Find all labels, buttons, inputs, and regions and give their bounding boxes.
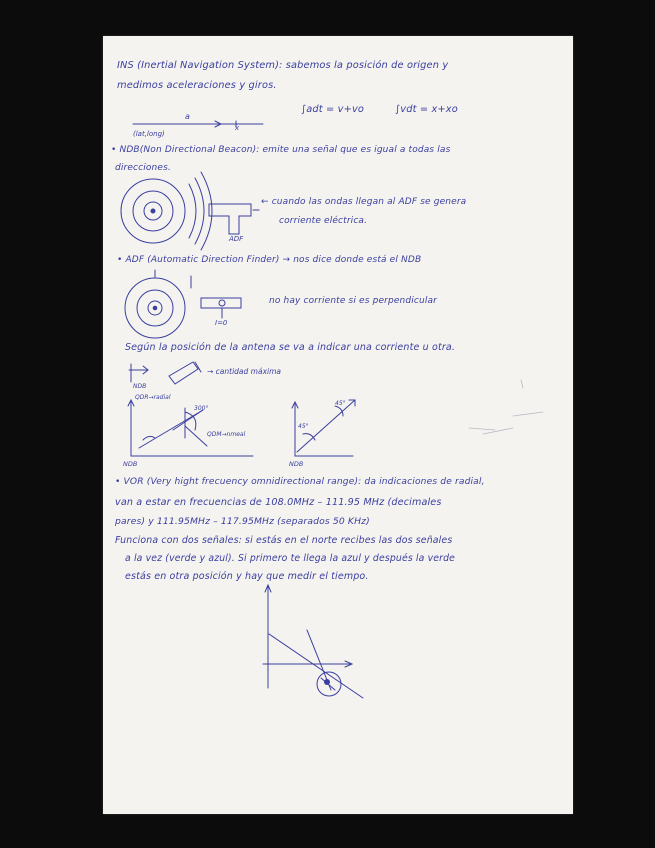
vor-line-1: • VOR (Very hight frecuency omnidirectional range): da indicaciones de radial, (115, 477, 485, 487)
ndb-waves-sketch (121, 172, 212, 250)
ins-line-2: medimos aceleraciones y giros. (117, 80, 277, 91)
label-adf: ADF (229, 235, 244, 243)
label-ndb-bottom-1: NDB (123, 460, 138, 468)
adf-antenna-sketch (209, 204, 259, 234)
vor-line-4: Funciona con dos señales: si estás en el norte recibes las dos señales (115, 535, 453, 546)
label-ndb-bottom-2: NDB (289, 460, 304, 468)
hand-drawn-sketches (103, 36, 573, 814)
vor-line-6: estás en otra posición y hay que medir el tiempo. (125, 571, 369, 582)
adf-line: • ADF (Automatic Direction Finder) → nos dice donde está el NDB (117, 255, 422, 265)
vor-axes-diagram (263, 585, 363, 698)
ins-line-1: INS (Inertial Navigation System): sabemos la posición de origen y (117, 60, 449, 71)
adf-circles-sketch (125, 270, 241, 338)
notebook-page (103, 36, 573, 814)
label-lat-long: (lat,long) (133, 130, 165, 138)
label-ndb-small: NDB (133, 383, 147, 390)
label-a: a (185, 112, 190, 121)
angle-45-diagram (292, 400, 355, 456)
angle-45-a: 45° (335, 400, 346, 407)
qdm-label: QDM→nmeal (207, 431, 246, 438)
ndb-line-2: direcciones. (115, 163, 171, 173)
antenna-max-current-sketch (129, 362, 201, 384)
label-x: x (235, 124, 240, 132)
label-i-zero: I=0 (215, 319, 228, 327)
vor-line-3: pares) y 111.95MHz – 117.95MHz (separados 50 KHz) (115, 516, 370, 527)
faint-marks (469, 380, 543, 434)
ins-arrow-sketch (133, 121, 263, 127)
antenna-line: Según la posición de la antena se va a indicar una corriente u otra. (125, 342, 456, 353)
adf-callout-2: corriente eléctrica. (279, 216, 368, 226)
formula-velocity: ∫vdt = x+xo (395, 104, 458, 115)
angle-300: 300° (194, 405, 209, 412)
vor-line-2: van a estar en frecuencias de 108.0MHz – 111.95 MHz (decimales (115, 497, 442, 508)
angle-45-b: 45° (298, 423, 309, 430)
vor-line-5: a la vez (verde y azul). Si primero te llega la azul y después la verde (125, 553, 456, 564)
max-current-label: → cantidad máxima (207, 367, 281, 376)
qdr-qdm-diagram (128, 400, 253, 456)
formula-acceleration: ∫adt = v+vo (301, 104, 365, 115)
no-current-note: no hay corriente si es perpendicular (269, 296, 438, 306)
qdr-label: QDR→radial (135, 394, 171, 401)
ndb-line-1: • NDB(Non Directional Beacon): emite una señal que es igual a todas las (111, 145, 451, 155)
adf-callout-1: ← cuando las ondas llegan al ADF se genera (261, 197, 467, 207)
